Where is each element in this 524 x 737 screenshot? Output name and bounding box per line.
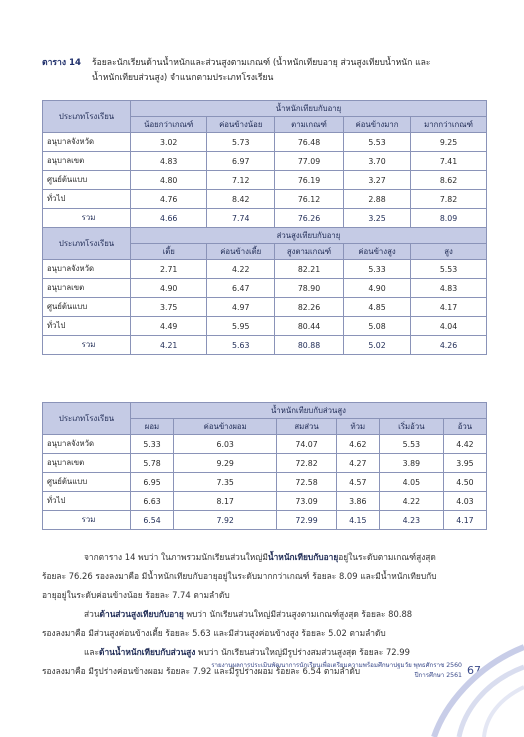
table-cell: 8.42 [207,190,275,209]
para3-line2: รองลงมาคือ มีรูปร่างค่อนข้างผอม ร้อยละ 7.92 และมีรูปร่างผอม ร้อยละ 6.54 ตามลำดับ [42,666,361,676]
table-cell: 3.95 [443,454,486,473]
column-header: สมส่วน [277,419,336,435]
table-cell: 4.85 [343,298,410,317]
table-row [43,473,487,492]
table-cell: 3.02 [131,133,207,152]
table-cell: 4.57 [336,473,379,492]
table-cell: 3.27 [343,171,410,190]
table-cell: 3.86 [336,492,379,511]
table-cell: 7.12 [207,171,275,190]
table-cell: 4.90 [343,279,410,298]
table-cell: 4.03 [443,492,486,511]
table-cell: 9.25 [411,133,487,152]
total-cell: 80.88 [275,336,344,355]
table-cell: 72.82 [277,454,336,473]
total-cell: 76.26 [275,209,344,228]
table-cell: 4.05 [379,473,443,492]
caption-line2: น้ำหนักเทียบส่วนสูง) จำแนกตามประเภทโรงเรียน [92,73,274,83]
table-cell: 5.78 [131,454,174,473]
row-label: อนุบาลจังหวัด [43,133,131,152]
table-row [43,317,487,336]
table-cell: 4.50 [443,473,486,492]
table-cell: 8.62 [411,171,487,190]
table-weight-by-height [42,402,487,530]
row-label: อนุบาลเขต [43,454,131,473]
total-label: รวม [43,209,131,228]
table-cell: 72.58 [277,473,336,492]
page-number: 67 [467,664,481,677]
total-cell: 4.66 [131,209,207,228]
table-row [43,298,487,317]
table-cell: 4.62 [336,435,379,454]
row-label: อนุบาลจังหวัด [43,435,131,454]
column-header: น้อยกว่าเกณฑ์ [131,117,207,133]
column-header: อ้วน [443,419,486,435]
para1-line3: อายุอยู่ในระดับค่อนข้างน้อย ร้อยละ 7.74 ตามลำดับ [42,590,230,600]
table-row [43,171,487,190]
table-cell: 5.33 [343,260,410,279]
table-cell: 76.19 [275,171,344,190]
table-cell: 4.80 [131,171,207,190]
table-cell: 6.47 [207,279,275,298]
total-cell: 4.26 [411,336,487,355]
total-cell: 4.17 [443,511,486,530]
table-cell: 78.90 [275,279,344,298]
table-cell: 73.09 [277,492,336,511]
table-cell: 5.95 [207,317,275,336]
group-header-height-age: ส่วนสูงเทียบกับอายุ [131,228,487,244]
table-row [43,492,487,511]
table-cell: 4.17 [411,298,487,317]
table-weight-height-by-age [42,100,487,355]
group-header-weight-height: น้ำหนักเทียบกับส่วนสูง [131,403,487,419]
row-label: ทั่วไป [43,492,131,511]
table-row [43,435,487,454]
table-cell: 2.88 [343,190,410,209]
table-cell: 4.83 [131,152,207,171]
table-cell: 4.83 [411,279,487,298]
para2-line2: รองลงมาคือ มีส่วนสูงค่อนข้างเตี้ย ร้อยละ 5.63 และมีส่วนสูงค่อนข้างสูง ร้อยละ 5.02 ตามลำดับ [42,628,386,638]
total-row [43,336,487,355]
column-header: ค่อนข้างน้อย [207,117,275,133]
row-label: ศูนย์ต้นแบบ [43,473,131,492]
total-cell: 4.23 [379,511,443,530]
table-cell: 7.82 [411,190,487,209]
row-label: อนุบาลจังหวัด [43,260,131,279]
para2-line1: ส่วนด้านส่วนสูงเทียบกับอายุ พบว่า นักเรียนส่วนใหญ่มีส่วนสูงตามเกณฑ์สูงสุด ร้อยละ 80.88 [84,609,413,619]
row-label: อนุบาลเขต [43,279,131,298]
table-cell: 5.73 [207,133,275,152]
column-header: ท้วม [336,419,379,435]
row-label: ศูนย์ต้นแบบ [43,298,131,317]
table-cell: 77.09 [275,152,344,171]
decorative-swirl [404,627,524,737]
column-header: มากกว่าเกณฑ์ [411,117,487,133]
column-header: ค่อนข้างผอม [174,419,277,435]
table-cell: 4.22 [207,260,275,279]
table-cell: 82.26 [275,298,344,317]
column-header: ค่อนข้างสูง [343,244,410,260]
total-cell: 72.99 [277,511,336,530]
total-cell: 7.92 [174,511,277,530]
table-row [43,279,487,298]
total-cell: 6.54 [131,511,174,530]
table-cell: 7.41 [411,152,487,171]
column-header: เตี้ย [131,244,207,260]
total-label: รวม [43,336,131,355]
table-cell: 8.17 [174,492,277,511]
table-cell: 5.53 [411,260,487,279]
table-cell: 3.89 [379,454,443,473]
table-cell: 3.75 [131,298,207,317]
table-cell: 76.48 [275,133,344,152]
table-cell: 6.95 [131,473,174,492]
table-cell: 5.53 [343,133,410,152]
table-cell: 5.53 [379,435,443,454]
table-cell: 4.97 [207,298,275,317]
table-cell: 6.97 [207,152,275,171]
total-row [43,511,487,530]
row-label: ทั่วไป [43,317,131,336]
table-cell: 5.08 [343,317,410,336]
para3-line1: และด้านน้ำหนักเทียบกับส่วนสูง พบว่า นักเรียนส่วนใหญ่มีรูปร่างสมส่วนสูงสุด ร้อยละ 72.99 [84,647,410,657]
table-cell: 4.42 [443,435,486,454]
table-cell: 4.90 [131,279,207,298]
table-cell: 2.71 [131,260,207,279]
total-row [43,209,487,228]
group-header-weight-age: น้ำหนักเทียบกับอายุ [131,101,487,117]
table-row [43,260,487,279]
total-label: รวม [43,511,131,530]
table-cell: 74.07 [277,435,336,454]
table-caption [42,56,494,86]
table-cell: 6.03 [174,435,277,454]
column-header: ผอม [131,419,174,435]
table-cell: 80.44 [275,317,344,336]
footer-line2: ปีการศึกษา 2561 [414,672,462,679]
total-cell: 5.02 [343,336,410,355]
column-header: ค่อนข้างมาก [343,117,410,133]
footer-line1: รายงานผลการประเมินพัฒนาการนักเรียนเพื่อเตรียมความพร้อมศึกษาปฐมวัย พุทธศักราช 2560 [211,662,462,669]
total-cell: 4.15 [336,511,379,530]
column-header: สูง [411,244,487,260]
total-cell: 5.63 [207,336,275,355]
column-header: เริ่มอ้วน [379,419,443,435]
column-header: ตามเกณฑ์ [275,117,344,133]
table-cell: 3.70 [343,152,410,171]
type-header-2: ประเภทโรงเรียน [43,228,131,260]
para1-line2: ร้อยละ 76.26 รองลงมาคือ มีน้ำหนักเทียบกับอายุอยู่ในระดับมากกว่าเกณฑ์ ร้อยละ 8.09 และมีน้ำหนักเทียบกับ [42,571,437,581]
row-label: ศูนย์ต้นแบบ [43,171,131,190]
type-header: ประเภทโรงเรียน [43,101,131,133]
table-cell: 76.12 [275,190,344,209]
table-row [43,190,487,209]
caption-label: ตาราง 14 [42,58,81,68]
total-cell: 4.21 [131,336,207,355]
table-cell: 6.63 [131,492,174,511]
total-cell: 3.25 [343,209,410,228]
table-row [43,152,487,171]
type-header: ประเภทโรงเรียน [43,403,131,435]
para1-line1: จากตาราง 14 พบว่า ในภาพรวมนักเรียนส่วนใหญ่มีน้ำหนักเทียบกับอายุอยู่ในระดับตามเกณฑ์สูงสุด [84,552,436,562]
table-cell: 4.49 [131,317,207,336]
table-row [43,133,487,152]
table-cell: 4.22 [379,492,443,511]
table-cell: 7.35 [174,473,277,492]
column-header: ค่อนข้างเตี้ย [207,244,275,260]
column-header: สูงตามเกณฑ์ [275,244,344,260]
row-label: อนุบาลเขต [43,152,131,171]
table-row [43,454,487,473]
table-cell: 4.27 [336,454,379,473]
caption-line1: ร้อยละนักเรียนด้านน้ำหนักและส่วนสูงตามเกณฑ์ (น้ำหนักเทียบอายุ ส่วนสูงเทียบน้ำหนัก และ [92,58,431,68]
table-cell: 4.76 [131,190,207,209]
table-cell: 82.21 [275,260,344,279]
total-cell: 7.74 [207,209,275,228]
row-label: ทั่วไป [43,190,131,209]
table-cell: 4.04 [411,317,487,336]
table-cell: 9.29 [174,454,277,473]
total-cell: 8.09 [411,209,487,228]
table-cell: 5.33 [131,435,174,454]
